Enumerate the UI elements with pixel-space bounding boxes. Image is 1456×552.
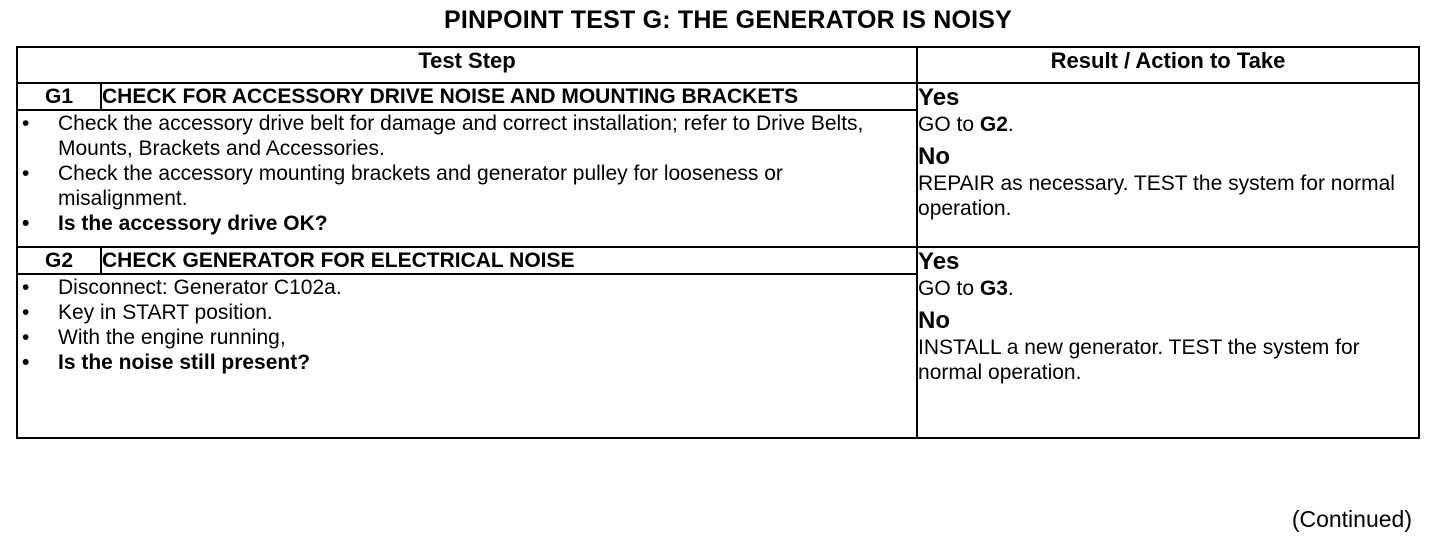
step-body xyxy=(17,274,917,438)
yes-action-prefix: GO to xyxy=(918,113,980,136)
yes-target-link[interactable]: G2 xyxy=(979,113,1008,136)
list-item-text: Check the accessory mounting brackets and generator pulley for looseness or misalignment. xyxy=(58,162,783,210)
step-g2-heading-row xyxy=(17,247,1419,274)
step-bullet-list xyxy=(18,275,916,375)
no-label: No xyxy=(918,143,951,170)
bullet-icon: • xyxy=(22,351,30,374)
no-label: No xyxy=(918,307,951,334)
step-heading: CHECK GENERATOR FOR ELECTRICAL NOISE xyxy=(101,247,917,274)
step-body xyxy=(17,110,917,247)
step-id: G2 xyxy=(17,247,101,274)
yes-label: Yes xyxy=(918,248,960,275)
page-title: PINPOINT TEST G: THE GENERATOR IS NOISY xyxy=(443,6,1013,34)
yes-action-suffix: . xyxy=(1007,113,1014,136)
list-item xyxy=(18,300,916,325)
yes-action-prefix: GO to xyxy=(918,277,980,300)
bullet-icon: • xyxy=(22,112,30,135)
list-item-text: Check the accessory drive belt for damage and correct installation; refer to Drive Belts, Mounts, Brackets and Accessories. xyxy=(58,112,864,160)
question-text: Is the noise still present? xyxy=(58,351,311,374)
yes-action xyxy=(918,112,1418,137)
list-item xyxy=(18,111,916,161)
step-result xyxy=(917,83,1419,247)
yes-label: Yes xyxy=(918,84,960,111)
bullet-icon: • xyxy=(22,326,30,349)
step-question xyxy=(18,350,916,375)
header-test-step: Test Step xyxy=(17,47,917,83)
bullet-icon: • xyxy=(22,276,30,299)
table-header-row xyxy=(17,47,1419,83)
yes-action xyxy=(918,276,1418,301)
list-item-text: With the engine running, xyxy=(58,326,286,349)
list-item xyxy=(18,161,916,211)
list-item xyxy=(18,325,916,350)
step-id: G1 xyxy=(17,83,101,110)
step-bullet-list xyxy=(18,111,916,236)
pinpoint-test-table xyxy=(16,46,1420,439)
bullet-icon: • xyxy=(22,162,30,185)
no-action: INSTALL a new generator. TEST the system for normal operation. xyxy=(918,336,1360,384)
step-g1-heading-row xyxy=(17,83,1419,110)
question-text: Is the accessory drive OK? xyxy=(58,212,328,235)
step-result xyxy=(917,247,1419,438)
step-heading: CHECK FOR ACCESSORY DRIVE NOISE AND MOUNTING BRACKETS xyxy=(101,83,917,110)
list-item-text: Key in START position. xyxy=(58,301,273,324)
bullet-icon: • xyxy=(22,301,30,324)
step-question xyxy=(18,211,916,236)
yes-action-suffix: . xyxy=(1007,277,1014,300)
list-item-text: Disconnect: Generator C102a. xyxy=(58,276,342,299)
yes-target-link[interactable]: G3 xyxy=(979,277,1008,300)
list-item xyxy=(18,275,916,300)
continued-label: (Continued) xyxy=(1291,506,1412,532)
no-action: REPAIR as necessary. TEST the system for normal operation. xyxy=(918,172,1395,220)
header-result: Result / Action to Take xyxy=(917,47,1419,83)
bullet-icon: • xyxy=(22,212,30,235)
